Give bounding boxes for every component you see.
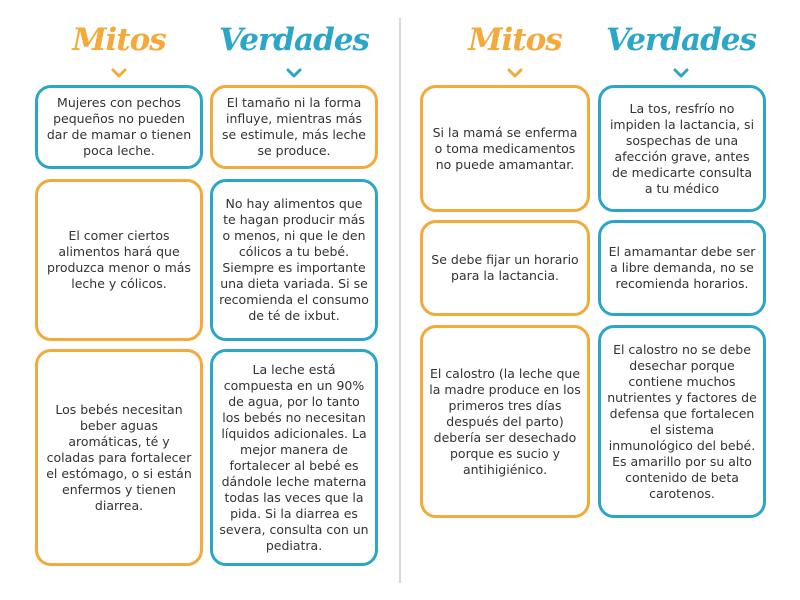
left-verdad-text-1: El tamaño ni la forma influye, mientras más se estimule, más leche se produce.: [222, 95, 366, 158]
left-mito-card-3: [35, 349, 203, 566]
right-verdad-text-2: El amamantar debe ser a libre demanda, no se recomienda horarios.: [608, 244, 756, 291]
right-verdades-chevron-icon: [673, 68, 689, 78]
right-mito-card-3: [420, 325, 590, 518]
right-mito-text-2: Se debe fijar un horario para la lactancia.: [431, 252, 579, 283]
left-mito-card-2: [35, 179, 203, 341]
right-verdad-card-1: [598, 85, 766, 212]
right-verdad-text-1: La tos, resfrío no impiden la lactancia, si sospechas de una afección grave, antes de medicarte consulta a tu médico: [609, 100, 755, 196]
right-heading-verdades: Verdades: [606, 22, 756, 58]
right-mitos-chevron-icon: [507, 68, 523, 78]
right-verdad-text-3: El calostro no se debe desechar porque contiene muchos nutrientes y factores de defensa que fortalecen el sistema inmunológico del bebé. Es amarillo por su alto contenido de beta carotenos.: [607, 341, 757, 501]
right-mito-text-1: Si la mamá se enferma o toma medicamentos no puede amamantar.: [432, 124, 578, 172]
right-verdad-card-3: [598, 325, 766, 518]
left-heading-verdades: Verdades: [219, 22, 369, 58]
left-verdad-card-1: [210, 85, 378, 169]
left-verdad-text-3: La leche está compuesta en un 90% de agua, por lo tanto los bebés no necesitan líquidos adicionales. La mejor manera de fortalecer al bebé es dándole leche materna todas las veces que la pida. Si la diarrea es severa, consulta con un pediatra.: [219, 361, 369, 553]
right-heading-mitos: Mitos: [468, 22, 562, 58]
left-verdades-chevron-icon: [286, 68, 302, 78]
left-mito-card-1: [35, 85, 203, 169]
right-verdad-card-2: [598, 220, 766, 316]
left-mito-text-1: Mujeres con pechos pequeños no pueden dar de mamar o tienen poca leche.: [46, 95, 192, 158]
left-mito-text-2: El comer ciertos alimentos hará que produzca menor o más leche y cólicos.: [47, 228, 191, 291]
left-heading-mitos: Mitos: [72, 22, 166, 58]
left-mito-text-3: Los bebés necesitan beber aguas aromáticas, té y coladas para fortalecer el estómago, o si están enfermos y tienen diarrea.: [46, 401, 192, 513]
left-mitos-chevron-icon: [111, 68, 127, 78]
page-divider: [399, 18, 401, 583]
right-mito-card-1: [420, 85, 590, 212]
left-verdad-card-3: [210, 349, 378, 566]
left-verdad-text-2: No hay alimentos que te hagan producir más o menos, ni que le den cólicos a tu bebé. Siempre es importante una dieta variada. Si se recomienda el consumo de té de ixbut.: [219, 196, 369, 323]
right-mito-text-3: El calostro (la leche que la madre produce en los primeros tres días después del parto) debería ser desechado porque es sucio y antihigiénico.: [429, 365, 581, 477]
right-mito-card-2: [420, 220, 590, 316]
left-verdad-card-2: [210, 179, 378, 341]
